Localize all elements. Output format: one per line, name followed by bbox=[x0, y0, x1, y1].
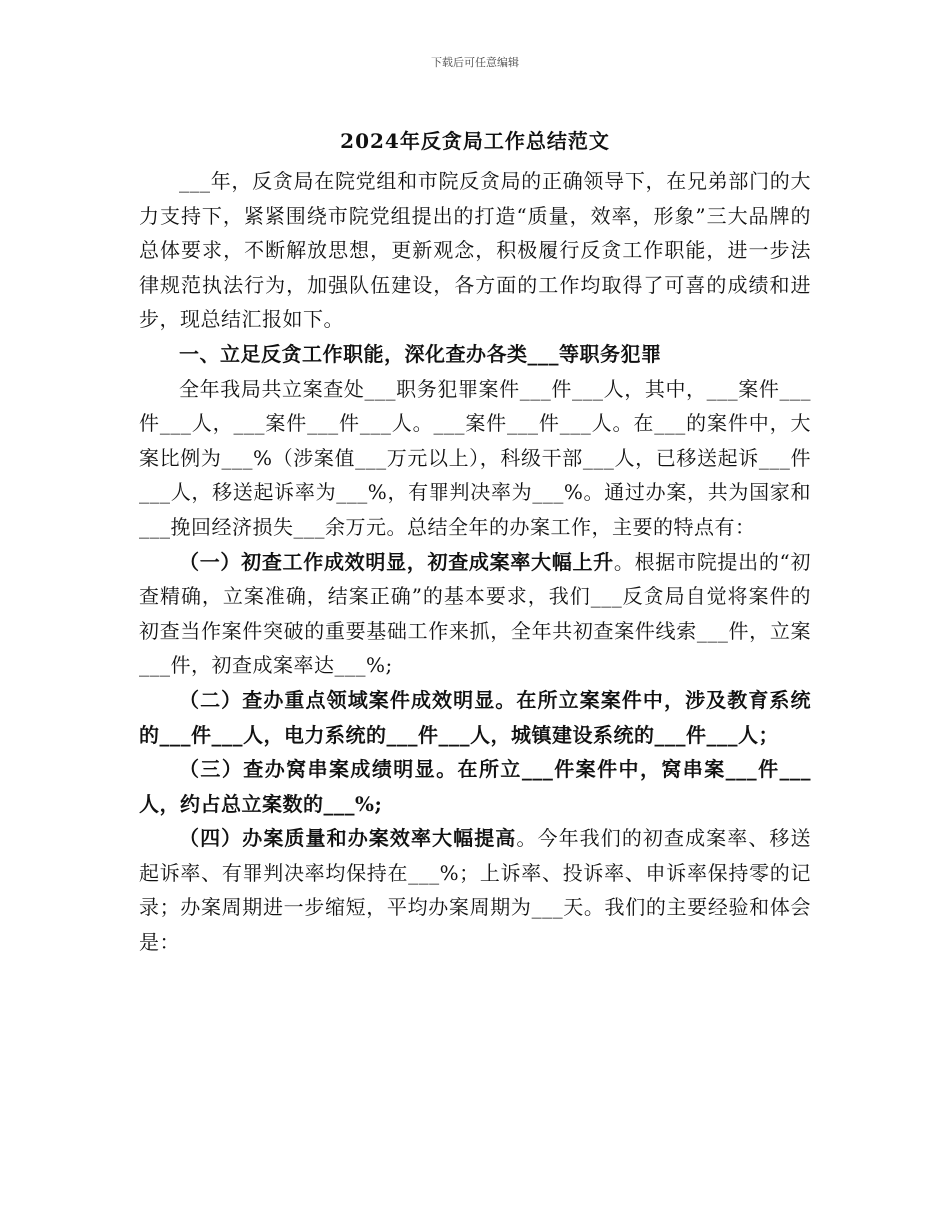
paragraph-text: 。今年我们的初查成案率、移送起诉率、有罪判决率均保持在___%；上诉率、投诉率、申诉率保持零的记录；办案周期进一步缩短，平均办案周期为___天。我们的主要经验和体会是： bbox=[139, 826, 812, 955]
paragraph-text: 。根据市院提出的“初查精确，立案准确，结案正确”的基本要求，我们___反贪局自觉将案件的初查当作案件突破的重要基础工作来抓，全年共初查案件线索___件，立案___件，初查成案率达___%; bbox=[139, 549, 811, 678]
document-body bbox=[139, 164, 811, 960]
document-title: 2024年反贪局工作总结范文 bbox=[340, 129, 610, 153]
paragraph-bold: （三）查办窝串案成绩明显。在所立___件案件中，窝串案___件___人，约占总立案数的___%; bbox=[139, 757, 811, 816]
paragraph-case-summary bbox=[139, 372, 811, 545]
section-heading-1 bbox=[139, 337, 811, 372]
paragraph-bold: （一）初查工作成效明显，初查成案率大幅上升 bbox=[179, 549, 614, 574]
paragraph-point-3 bbox=[139, 752, 811, 821]
paragraph-text: 全年我局共立案查处___职务犯罪案件___件___人，其中，___案件___件___人，___案件___件___人。___案件___件___人。在___的案件中，大案比例为___%（涉案值___万元以上），科级干部___人，已移送起诉___件___人，移送起诉率为___%，有罪判决率为___%。通过办案，共为国家和___挽回经济损失___余万元。总结全年的办案工作，主要的特点有： bbox=[139, 376, 811, 539]
header-note: 下载后可任意编辑 bbox=[431, 56, 519, 69]
paragraph-bold: （四）办案质量和办案效率大幅提高 bbox=[179, 826, 517, 851]
paragraph-bold: 一、立足反贪工作职能，深化查办各类___等职务犯罪 bbox=[179, 341, 662, 366]
paragraph-intro bbox=[139, 164, 811, 337]
paragraph-point-2 bbox=[139, 683, 811, 752]
paragraph-point-1 bbox=[139, 545, 811, 683]
paragraph-text: ___年，反贪局在院党组和市院反贪局的正确领导下，在兄弟部门的大力支持下，紧紧围绕市院党组提出的打造“质量，效率，形象”三大品牌的总体要求，不断解放思想，更新观念，积极履行反贪工作职能，进一步法律规范执法行为，加强队伍建设，各方面的工作均取得了可喜的成绩和进步，现总结汇报如下。 bbox=[139, 169, 811, 332]
paragraph-bold: （二）查办重点领域案件成效明显。在所立案案件中，涉及教育系统的___件___人，电力系统的___件___人，城镇建设系统的___件___人； bbox=[139, 687, 811, 747]
paragraph-point-4 bbox=[139, 821, 811, 959]
